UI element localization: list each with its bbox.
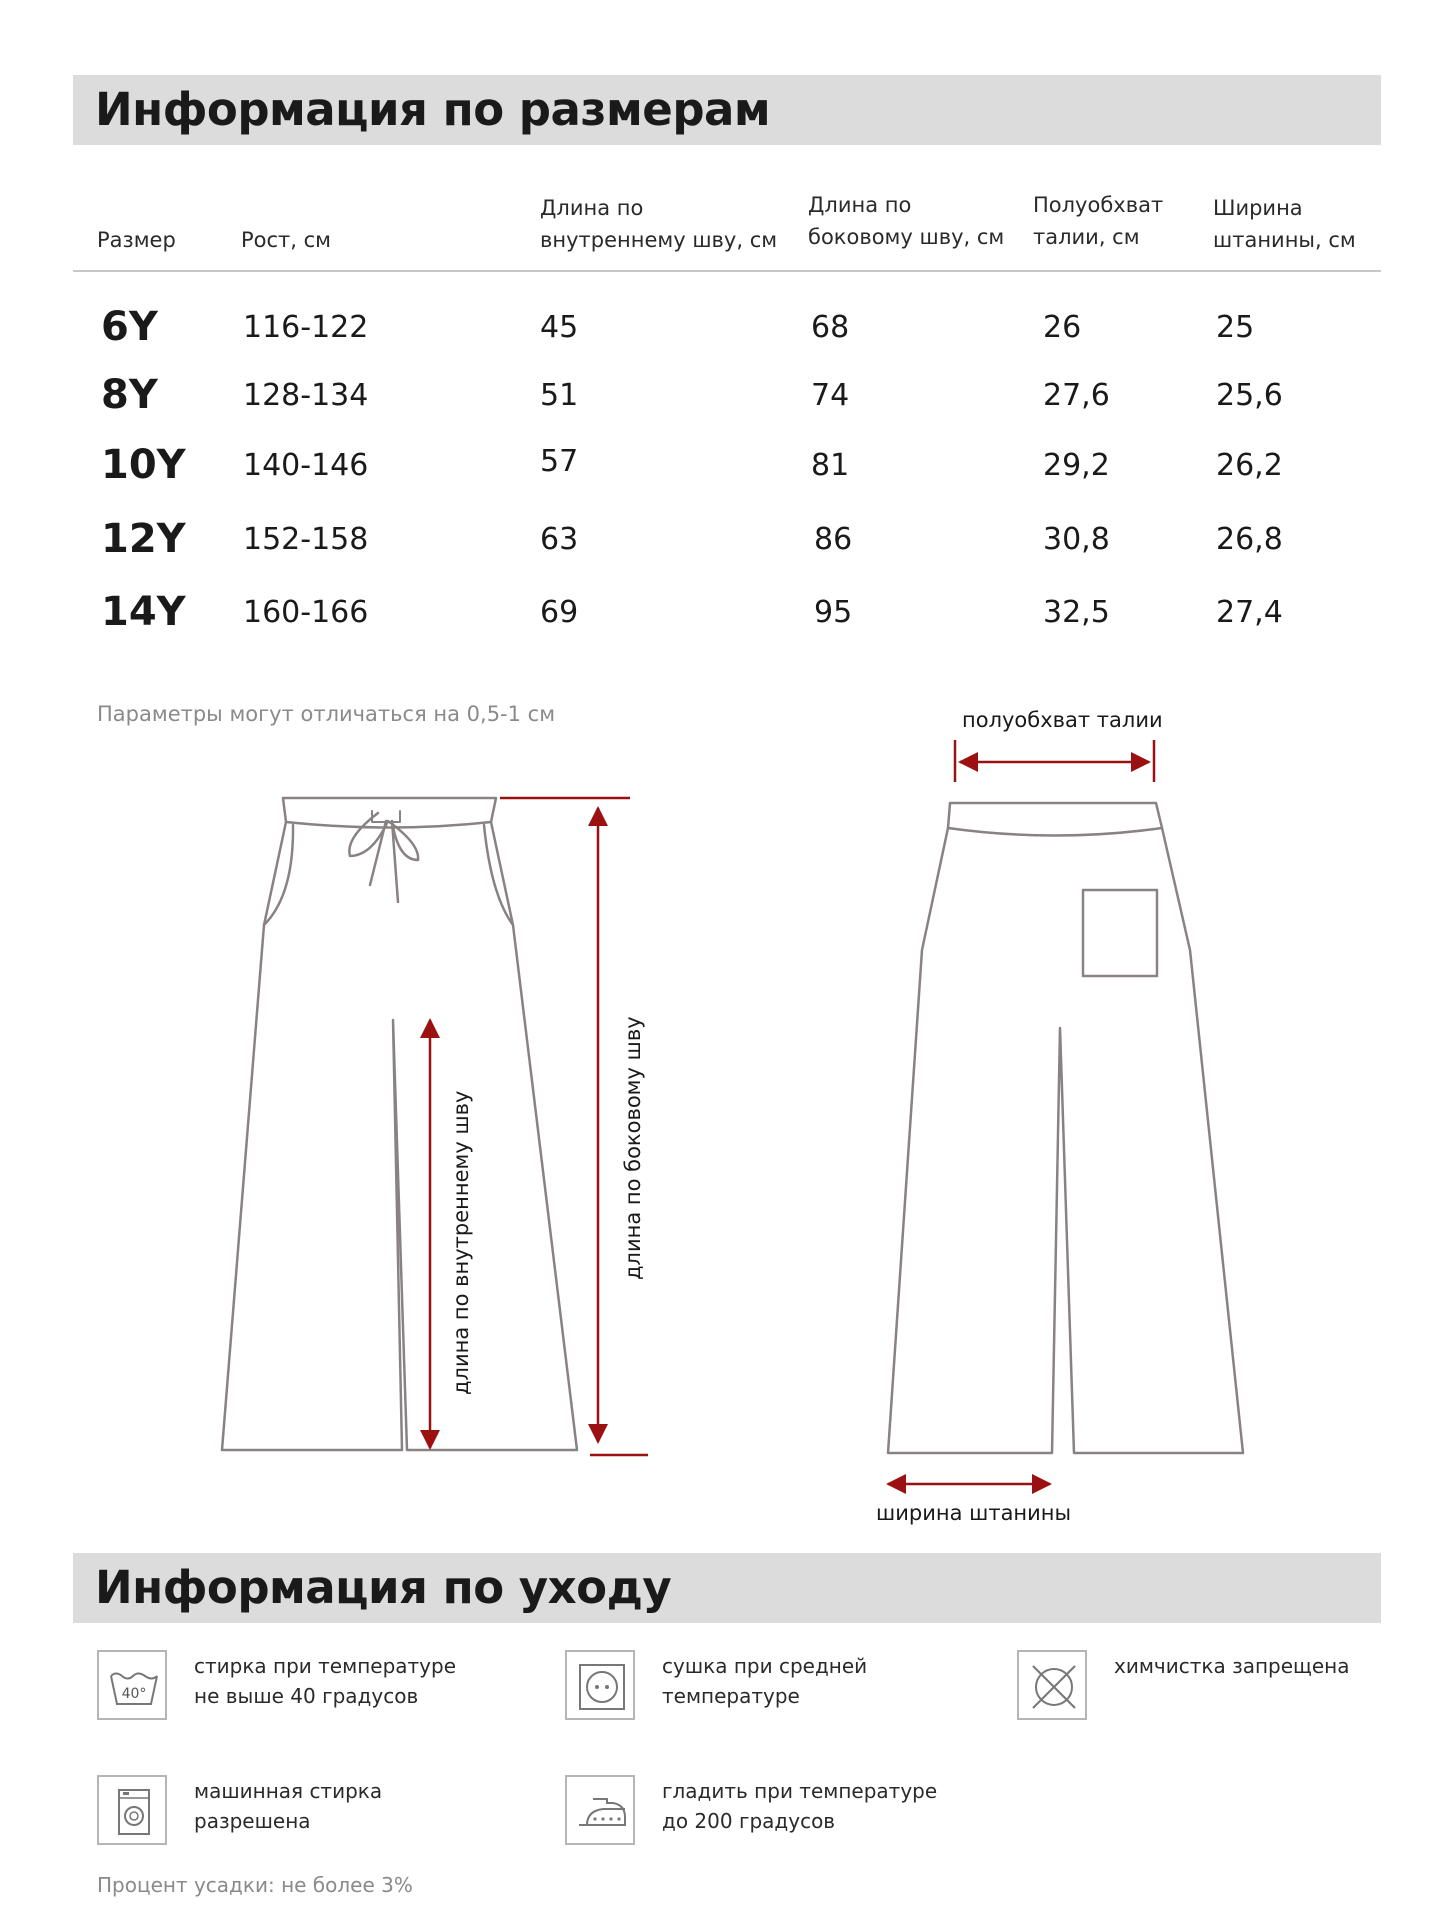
- cell-height: 116-122: [243, 310, 369, 345]
- col-waist: Полуобхват талии, см: [1033, 193, 1164, 249]
- cell-inseam: 51: [540, 378, 579, 413]
- cell-waist: 26: [1043, 310, 1082, 345]
- cell-leg-width: 26,8: [1216, 522, 1283, 557]
- col-leg-width: Ширина штанины, см: [1213, 196, 1356, 252]
- wash-temp-label: 40°: [121, 1686, 147, 1702]
- cell-inseam: 69: [540, 595, 579, 630]
- cell-waist: 29,2: [1043, 448, 1110, 483]
- cell-leg-width: 25,6: [1216, 378, 1283, 413]
- waist-label: полуобхват талии: [962, 708, 1163, 732]
- shrinkage-note: Процент усадки: не более 3%: [97, 1873, 413, 1897]
- cell-inseam: 63: [540, 522, 579, 557]
- cell-height: 140-146: [243, 448, 369, 483]
- col-outseam: Длина по боковому шву, см: [808, 193, 1005, 249]
- inseam-label: длина по внутреннему шву: [449, 1090, 473, 1395]
- col-size: Размер: [97, 228, 176, 252]
- care-title: Информация по уходу: [95, 1561, 672, 1614]
- back-pocket: [1083, 890, 1157, 976]
- back-outline: [888, 828, 1243, 1453]
- washing-machine-icon: [97, 1775, 167, 1845]
- iron-icon: [565, 1775, 635, 1845]
- cell-height: 160-166: [243, 595, 369, 630]
- care-text-wash: стирка при температуре не выше 40 градусов: [194, 1654, 457, 1708]
- cell-height: 152-158: [243, 522, 369, 557]
- col-inseam: Длина по внутреннему шву, см: [540, 196, 778, 252]
- cell-size: 10Y: [101, 442, 186, 488]
- cell-size: 12Y: [101, 516, 186, 562]
- wash-40-icon: [97, 1650, 167, 1720]
- cell-waist: 30,8: [1043, 522, 1110, 557]
- care-text-iron: гладить при температуре до 200 градусов: [662, 1779, 938, 1833]
- no-dry-clean-icon: [1017, 1650, 1087, 1720]
- cell-size: 8Y: [101, 372, 158, 418]
- outseam-label: длина по боковому шву: [621, 1016, 645, 1280]
- leg-width-label: ширина штанины: [876, 1501, 1072, 1525]
- cell-outseam: 95: [814, 595, 853, 630]
- cell-outseam: 81: [811, 448, 850, 483]
- cell-size: 6Y: [101, 304, 158, 350]
- pants-back-view: [888, 803, 1243, 1453]
- col-height: Рост, см: [241, 228, 332, 252]
- care-text-dry-clean: химчистка запрещена: [1114, 1654, 1350, 1678]
- care-text-machine: машинная стирка разрешена: [194, 1779, 383, 1833]
- cell-leg-width: 27,4: [1216, 595, 1283, 630]
- tolerance-note: Параметры могут отличаться на 0,5-1 см: [97, 702, 556, 726]
- cell-inseam: 57: [540, 444, 579, 479]
- tumble-dry-medium-icon: [565, 1650, 635, 1720]
- sizing-title: Информация по размерам: [95, 83, 771, 136]
- cell-outseam: 68: [811, 310, 850, 345]
- cell-inseam: 45: [540, 310, 579, 345]
- back-waistband: [948, 803, 1162, 836]
- care-banner: [73, 1553, 1381, 1623]
- cell-height: 128-134: [243, 378, 369, 413]
- cell-leg-width: 25: [1216, 310, 1255, 345]
- pants-front-view: [222, 798, 577, 1450]
- cell-waist: 27,6: [1043, 378, 1110, 413]
- measure-lines: [430, 740, 1154, 1484]
- cell-size: 14Y: [101, 589, 186, 635]
- cell-outseam: 74: [811, 378, 850, 413]
- front-outline: [222, 822, 577, 1450]
- cell-waist: 32,5: [1043, 595, 1110, 630]
- cell-outseam: 86: [814, 522, 853, 557]
- care-text-dry: сушка при средней температуре: [662, 1654, 868, 1708]
- cell-leg-width: 26,2: [1216, 448, 1283, 483]
